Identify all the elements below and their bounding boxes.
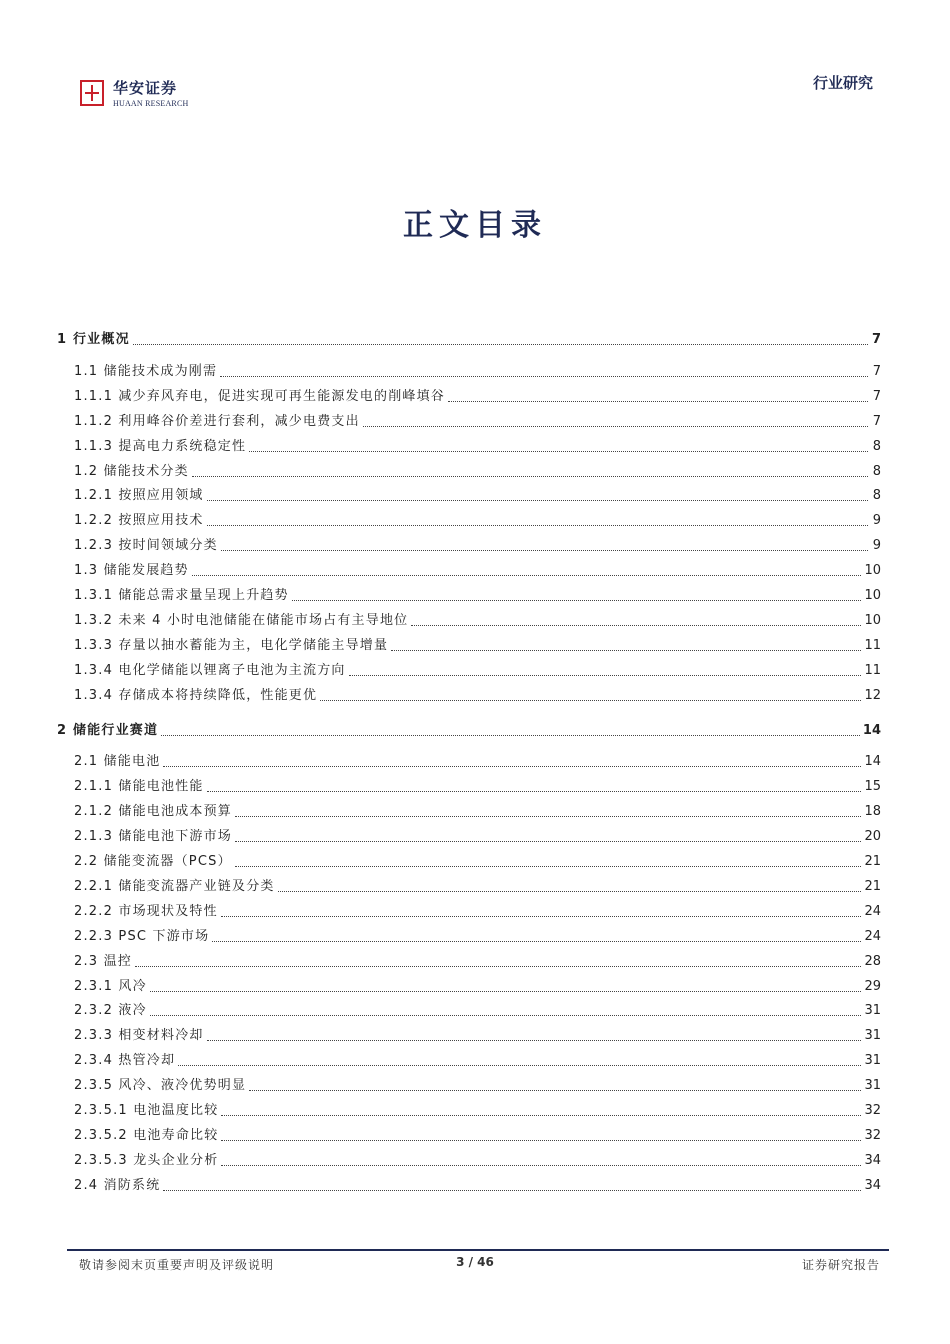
toc-entry[interactable] — [57, 408, 881, 430]
toc-entry-page: 10 — [864, 588, 881, 603]
toc-leader-dots — [391, 650, 861, 651]
toc-entry-page: 11 — [864, 662, 881, 678]
toc-entry-title: 2.3 温控 — [74, 953, 133, 969]
toc-entry-title: 1.2.3 按时间领域分类 — [74, 538, 218, 554]
toc-entry-title: 2.3.5 风冷、液冷优势明显 — [74, 1078, 247, 1094]
toc-entry-page: 28 — [864, 953, 881, 969]
toc-entry-page: 8 — [872, 463, 881, 479]
toc-leader-dots — [411, 625, 861, 626]
toc-entry[interactable] — [57, 482, 881, 504]
toc-entry-title: 1.2 储能技术分类 — [74, 463, 189, 479]
toc-entry-page: 32 — [864, 1103, 881, 1118]
toc-entry[interactable] — [57, 383, 881, 405]
footer-divider — [67, 1249, 889, 1251]
toc-leader-dots — [192, 575, 862, 576]
toc-entry-title: 1.1.2 利用峰谷价差进行套利，减少电费支出 — [74, 413, 360, 429]
company-logo-text: 华安证券 — [113, 79, 178, 97]
toc-entry-title: 2.3.2 液冷 — [74, 1003, 147, 1019]
toc-leader-dots — [150, 991, 862, 992]
toc-entry-title: 1.3 储能发展趋势 — [74, 563, 189, 579]
toc-leader-dots — [249, 451, 868, 452]
toc-entry[interactable] — [57, 358, 881, 380]
toc-leader-dots — [221, 916, 862, 917]
toc-entry-page: 31 — [864, 1028, 881, 1044]
toc-leader-dots — [163, 766, 861, 767]
toc-entry-title: 1.3.4 存储成本将持续降低，性能更优 — [74, 687, 318, 703]
toc-entry-title: 2.3.3 相变材料冷却 — [74, 1028, 204, 1044]
toc-leader-dots — [278, 891, 862, 892]
toc-entry-page: 21 — [864, 854, 881, 869]
toc-entry[interactable] — [57, 557, 881, 579]
toc-leader-dots — [235, 841, 861, 842]
toc-entry-page: 10 — [864, 563, 881, 579]
toc-leader-dots — [363, 426, 868, 427]
toc-entry-page: 31 — [864, 1003, 881, 1019]
toc-entry-page: 8 — [872, 438, 881, 454]
toc-entry-page: 14 — [862, 722, 881, 738]
toc-entry-title: 2 储能行业赛道 — [57, 722, 159, 738]
toc-entry-page: 31 — [864, 1053, 881, 1069]
toc-entry[interactable] — [57, 1072, 881, 1094]
toc-entry-title: 2.3.4 热管冷却 — [74, 1053, 176, 1069]
toc-entry-page: 21 — [864, 878, 881, 894]
toc-entry[interactable] — [57, 1122, 881, 1144]
toc-entry-page: 34 — [864, 1152, 881, 1168]
toc-entry[interactable] — [57, 433, 881, 455]
toc-entry-title: 2.1.3 储能电池下游市场 — [74, 829, 233, 845]
toc-entry[interactable] — [57, 458, 881, 480]
toc-entry-page: 10 — [864, 612, 881, 628]
toc-entry[interactable] — [57, 773, 881, 795]
toc-entry-page: 7 — [871, 332, 881, 347]
toc-leader-dots — [163, 1190, 861, 1191]
toc-entry-page: 24 — [864, 903, 881, 919]
toc-entry-page: 7 — [872, 413, 881, 429]
toc-entry[interactable] — [57, 748, 881, 770]
toc-entry[interactable] — [57, 898, 881, 920]
toc-entry-title: 2.2.3 PSC 下游市场 — [74, 928, 210, 944]
toc-entry-page: 7 — [872, 363, 881, 379]
toc-entry-page: 14 — [864, 754, 881, 770]
toc-leader-dots — [133, 344, 868, 345]
toc-leader-dots — [178, 1065, 861, 1066]
toc-entry-page: 9 — [872, 538, 881, 554]
toc-leader-dots — [292, 600, 862, 601]
toc-entry[interactable] — [57, 632, 881, 654]
toc-leader-dots — [221, 1165, 861, 1166]
toc-entry-title: 1.1.1 减少弃风弃电，促进实现可再生能源发电的削峰填谷 — [74, 388, 446, 404]
toc-entry[interactable] — [57, 507, 881, 529]
toc-entry-title: 2.1.2 储能电池成本预算 — [74, 804, 233, 820]
toc-entry-page: 24 — [864, 928, 881, 944]
toc-entry-page: 31 — [864, 1078, 881, 1094]
page-header — [0, 0, 950, 130]
toc-entry-title: 1.3.4 电化学储能以锂离子电池为主流方向 — [74, 662, 346, 678]
toc-entry-title: 1.3.3 存量以抽水蓄能为主，电化学储能主导增量 — [74, 637, 389, 653]
toc-leader-dots — [221, 1140, 861, 1141]
toc-leader-dots — [249, 1090, 861, 1091]
toc-leader-dots — [221, 1115, 861, 1116]
toc-leader-dots — [207, 500, 868, 501]
toc-entry[interactable] — [57, 1172, 881, 1194]
toc-entry-title: 1.1 储能技术成为刚需 — [74, 363, 218, 379]
toc-leader-dots — [235, 866, 862, 867]
toc-entry-title: 2.3.1 风冷 — [74, 978, 147, 994]
toc-entry[interactable] — [57, 1147, 881, 1169]
page-number: 3 / 46 — [456, 1255, 494, 1269]
toc-leader-dots — [320, 700, 861, 701]
toc-entry-title: 1.2.1 按照应用领域 — [74, 488, 204, 504]
toc-entry-title: 2.2 储能变流器（PCS） — [74, 854, 232, 869]
toc-entry-page: 29 — [864, 978, 881, 994]
toc-entry[interactable] — [57, 798, 881, 820]
toc-entry[interactable] — [57, 1097, 881, 1119]
toc-entry[interactable] — [57, 923, 881, 945]
toc-entry-title: 1.3.2 未来 4 小时电池储能在储能市场占有主导地位 — [74, 612, 409, 628]
toc-entry-page: 20 — [864, 829, 881, 845]
toc-entry[interactable] — [57, 823, 881, 845]
company-logo-subtitle: HUAAN RESEARCH — [113, 99, 189, 108]
toc-entry-page: 34 — [864, 1177, 881, 1193]
toc-entry-title: 2.1 储能电池 — [74, 754, 161, 770]
report-category: 行业研究 — [812, 74, 873, 92]
toc-entry-title: 1.2.2 按照应用技术 — [74, 513, 204, 529]
toc-entry[interactable] — [57, 657, 881, 679]
toc-entry-title: 2.3.5.3 龙头企业分析 — [74, 1152, 219, 1168]
toc-leader-dots — [349, 675, 862, 676]
footer-disclaimer: 敬请参阅末页重要声明及评级说明 — [79, 1258, 275, 1272]
toc-entry[interactable] — [57, 1022, 881, 1044]
toc-entry-page: 7 — [872, 388, 881, 404]
toc-entry[interactable] — [57, 997, 881, 1019]
toc-entry[interactable] — [57, 948, 881, 970]
toc-entry-page: 32 — [864, 1127, 881, 1143]
toc-entry[interactable] — [57, 582, 881, 604]
toc-leader-dots — [448, 401, 868, 402]
toc-entry-title: 2.1.1 储能电池性能 — [74, 779, 204, 795]
toc-leader-dots — [135, 966, 861, 967]
toc-entry[interactable] — [57, 607, 881, 629]
toc-entry-title: 2.4 消防系统 — [74, 1177, 161, 1193]
toc-entry-title: 1.1.3 提高电力系统稳定性 — [74, 438, 247, 454]
toc-leader-dots — [220, 376, 868, 377]
toc-entry[interactable] — [57, 326, 881, 348]
huaan-logo-icon — [80, 80, 104, 106]
toc-entry-title: 2.2.1 储能变流器产业链及分类 — [74, 878, 275, 894]
toc-entry-page: 12 — [864, 687, 881, 703]
toc-entry[interactable] — [57, 973, 881, 995]
toc-leader-dots — [207, 791, 862, 792]
toc-entry[interactable] — [57, 1047, 881, 1069]
toc-entry-page: 15 — [864, 779, 881, 795]
toc-entry-page: 8 — [872, 488, 881, 504]
toc-entry[interactable] — [57, 532, 881, 554]
toc-leader-dots — [161, 735, 860, 736]
toc-leader-dots — [150, 1015, 862, 1016]
toc-entry[interactable] — [57, 848, 881, 870]
toc-entry-title: 2.2.2 市场现状及特性 — [74, 903, 218, 919]
toc-entry-title: 2.3.5.2 电池寿命比较 — [74, 1127, 219, 1143]
toc-leader-dots — [192, 476, 868, 477]
toc-entry[interactable] — [57, 682, 881, 704]
toc-entry-page: 11 — [864, 637, 881, 653]
toc-leader-dots — [212, 941, 861, 942]
toc-entry-page: 9 — [872, 513, 881, 529]
footer-report-type: 证券研究报告 — [801, 1258, 880, 1272]
toc-leader-dots — [221, 550, 868, 551]
toc-entry[interactable] — [57, 873, 881, 895]
toc-entry[interactable] — [57, 717, 881, 739]
toc-entry-title: 1 行业概况 — [57, 332, 130, 347]
toc-leader-dots — [207, 525, 868, 526]
page-title: 正文目录 — [403, 208, 547, 243]
toc-entry-title: 2.3.5.1 电池温度比较 — [74, 1103, 219, 1118]
toc-leader-dots — [235, 816, 861, 817]
toc-entry-title: 1.3.1 储能总需求量呈现上升趋势 — [74, 588, 289, 603]
toc-leader-dots — [207, 1040, 862, 1041]
toc-entry-page: 18 — [864, 804, 881, 820]
